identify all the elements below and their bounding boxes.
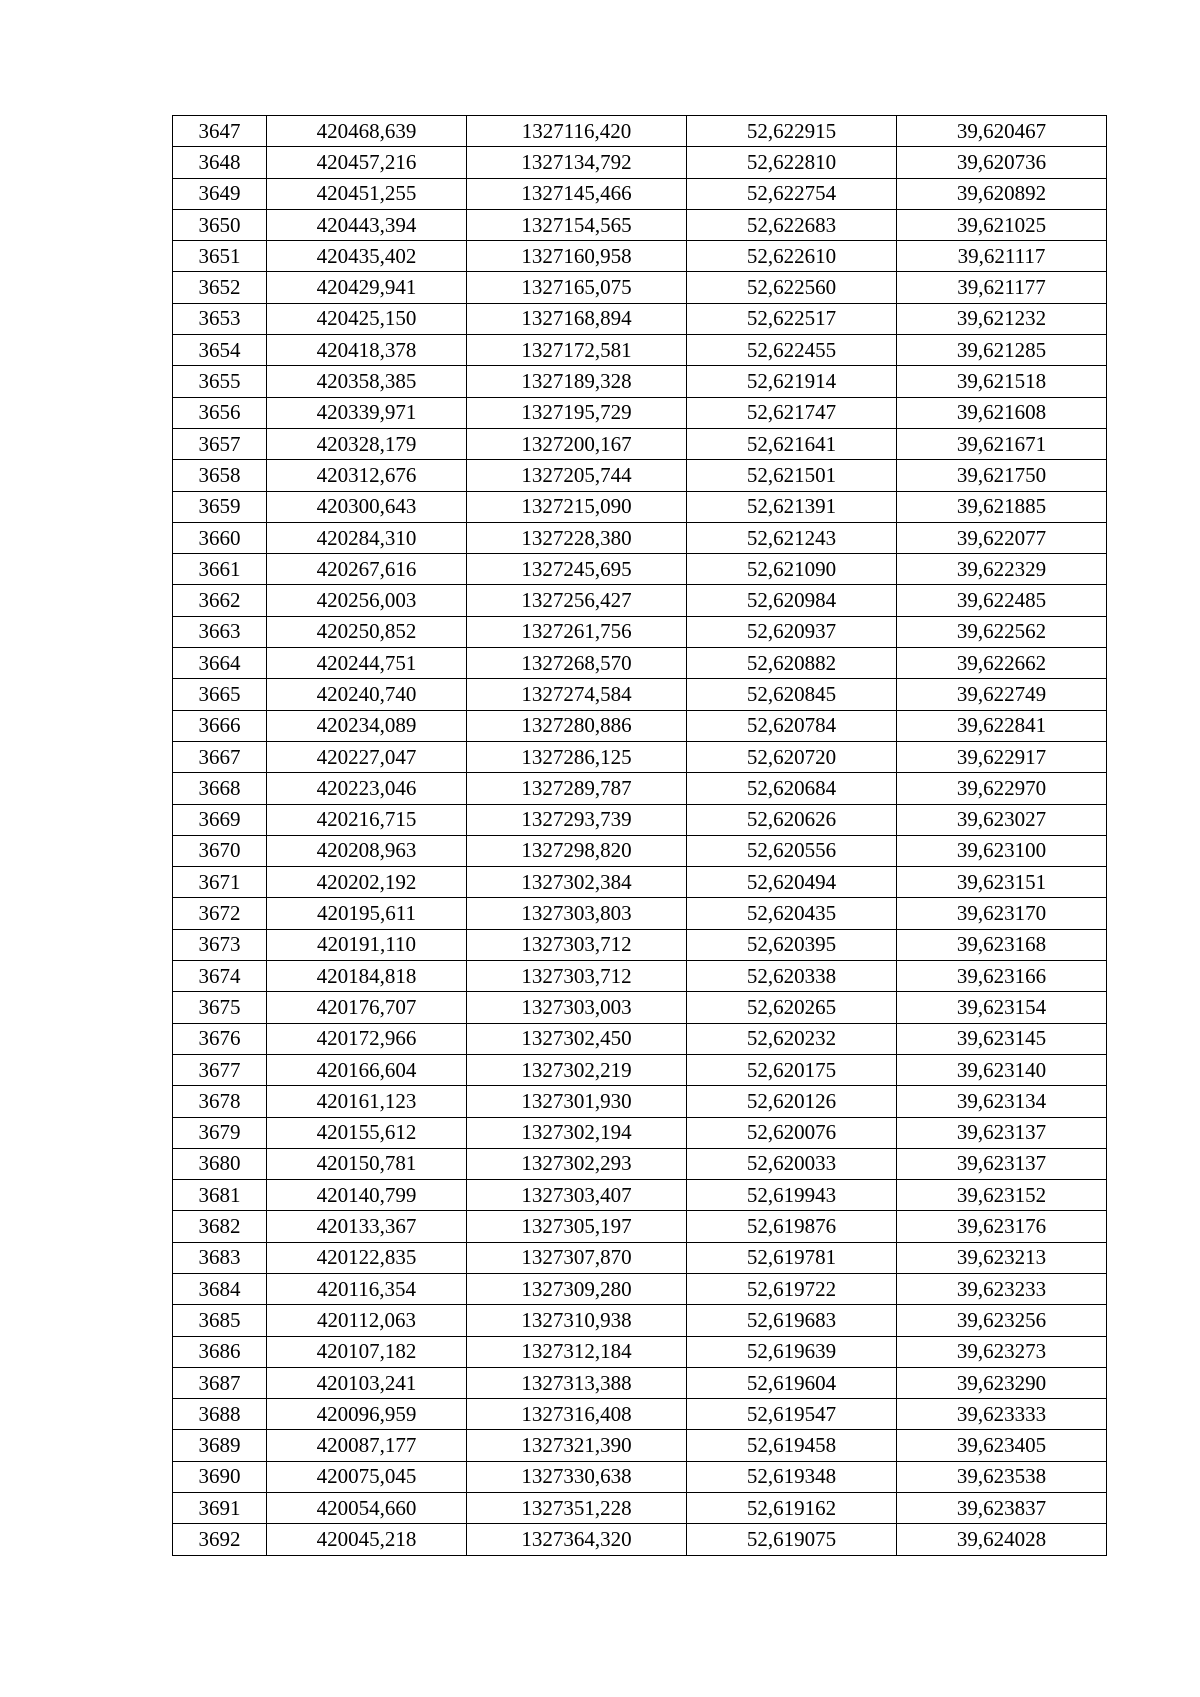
point-number-cell: 3662 <box>173 585 267 616</box>
y-coordinate-cell: 1327312,184 <box>467 1336 687 1367</box>
point-number-cell: 3664 <box>173 648 267 679</box>
table-row <box>173 773 1107 804</box>
y-coordinate-cell: 1327261,756 <box>467 616 687 647</box>
latitude-cell: 52,619876 <box>687 1211 897 1242</box>
latitude-cell: 52,622560 <box>687 272 897 303</box>
longitude-cell: 39,623140 <box>897 1054 1107 1085</box>
latitude-cell: 52,622810 <box>687 147 897 178</box>
latitude-cell: 52,620395 <box>687 929 897 960</box>
y-coordinate-cell: 1327303,407 <box>467 1180 687 1211</box>
table-row <box>173 335 1107 366</box>
longitude-cell: 39,620892 <box>897 178 1107 209</box>
x-coordinate-cell: 420457,216 <box>267 147 467 178</box>
longitude-cell: 39,623290 <box>897 1367 1107 1398</box>
point-number-cell: 3669 <box>173 804 267 835</box>
y-coordinate-cell: 1327286,125 <box>467 741 687 772</box>
latitude-cell: 52,620984 <box>687 585 897 616</box>
longitude-cell: 39,623213 <box>897 1242 1107 1273</box>
x-coordinate-cell: 420116,354 <box>267 1273 467 1304</box>
y-coordinate-cell: 1327168,894 <box>467 303 687 334</box>
table-row <box>173 992 1107 1023</box>
y-coordinate-cell: 1327172,581 <box>467 335 687 366</box>
x-coordinate-cell: 420208,963 <box>267 835 467 866</box>
y-coordinate-cell: 1327316,408 <box>467 1399 687 1430</box>
x-coordinate-cell: 420166,604 <box>267 1054 467 1085</box>
latitude-cell: 52,620232 <box>687 1023 897 1054</box>
latitude-cell: 52,620684 <box>687 773 897 804</box>
table-row <box>173 961 1107 992</box>
latitude-cell: 52,620937 <box>687 616 897 647</box>
y-coordinate-cell: 1327256,427 <box>467 585 687 616</box>
latitude-cell: 52,619604 <box>687 1367 897 1398</box>
longitude-cell: 39,621232 <box>897 303 1107 334</box>
longitude-cell: 39,620736 <box>897 147 1107 178</box>
x-coordinate-cell: 420234,089 <box>267 710 467 741</box>
longitude-cell: 39,622485 <box>897 585 1107 616</box>
table-row <box>173 116 1107 147</box>
table-row <box>173 929 1107 960</box>
point-number-cell: 3674 <box>173 961 267 992</box>
point-number-cell: 3658 <box>173 460 267 491</box>
point-number-cell: 3684 <box>173 1273 267 1304</box>
longitude-cell: 39,621518 <box>897 366 1107 397</box>
latitude-cell: 52,622455 <box>687 335 897 366</box>
latitude-cell: 52,619683 <box>687 1305 897 1336</box>
y-coordinate-cell: 1327301,930 <box>467 1086 687 1117</box>
x-coordinate-cell: 420150,781 <box>267 1148 467 1179</box>
point-number-cell: 3683 <box>173 1242 267 1273</box>
latitude-cell: 52,619458 <box>687 1430 897 1461</box>
longitude-cell: 39,621285 <box>897 335 1107 366</box>
longitude-cell: 39,623100 <box>897 835 1107 866</box>
latitude-cell: 52,620076 <box>687 1117 897 1148</box>
y-coordinate-cell: 1327195,729 <box>467 397 687 428</box>
x-coordinate-cell: 420429,941 <box>267 272 467 303</box>
y-coordinate-cell: 1327310,938 <box>467 1305 687 1336</box>
y-coordinate-cell: 1327302,450 <box>467 1023 687 1054</box>
table-row <box>173 554 1107 585</box>
x-coordinate-cell: 420096,959 <box>267 1399 467 1430</box>
table-row <box>173 1148 1107 1179</box>
longitude-cell: 39,623134 <box>897 1086 1107 1117</box>
x-coordinate-cell: 420112,063 <box>267 1305 467 1336</box>
x-coordinate-cell: 420103,241 <box>267 1367 467 1398</box>
latitude-cell: 52,621914 <box>687 366 897 397</box>
table-row <box>173 1524 1107 1555</box>
y-coordinate-cell: 1327303,712 <box>467 961 687 992</box>
latitude-cell: 52,619722 <box>687 1273 897 1304</box>
latitude-cell: 52,620882 <box>687 648 897 679</box>
table-row <box>173 460 1107 491</box>
latitude-cell: 52,622754 <box>687 178 897 209</box>
table-row <box>173 1023 1107 1054</box>
point-number-cell: 3667 <box>173 741 267 772</box>
x-coordinate-cell: 420256,003 <box>267 585 467 616</box>
latitude-cell: 52,621501 <box>687 460 897 491</box>
y-coordinate-cell: 1327165,075 <box>467 272 687 303</box>
longitude-cell: 39,622562 <box>897 616 1107 647</box>
table-row <box>173 648 1107 679</box>
x-coordinate-cell: 420202,192 <box>267 867 467 898</box>
y-coordinate-cell: 1327145,466 <box>467 178 687 209</box>
latitude-cell: 52,622517 <box>687 303 897 334</box>
latitude-cell: 52,620435 <box>687 898 897 929</box>
table-row <box>173 1399 1107 1430</box>
latitude-cell: 52,620494 <box>687 867 897 898</box>
x-coordinate-cell: 420425,150 <box>267 303 467 334</box>
latitude-cell: 52,621747 <box>687 397 897 428</box>
longitude-cell: 39,623027 <box>897 804 1107 835</box>
longitude-cell: 39,623837 <box>897 1493 1107 1524</box>
point-number-cell: 3649 <box>173 178 267 209</box>
longitude-cell: 39,623256 <box>897 1305 1107 1336</box>
point-number-cell: 3666 <box>173 710 267 741</box>
point-number-cell: 3690 <box>173 1461 267 1492</box>
latitude-cell: 52,622683 <box>687 209 897 240</box>
x-coordinate-cell: 420250,852 <box>267 616 467 647</box>
latitude-cell: 52,619348 <box>687 1461 897 1492</box>
table-row <box>173 1086 1107 1117</box>
x-coordinate-cell: 420312,676 <box>267 460 467 491</box>
longitude-cell: 39,623137 <box>897 1117 1107 1148</box>
table-row <box>173 147 1107 178</box>
point-number-cell: 3671 <box>173 867 267 898</box>
table-row <box>173 1367 1107 1398</box>
table-row <box>173 1242 1107 1273</box>
y-coordinate-cell: 1327321,390 <box>467 1430 687 1461</box>
table-row <box>173 679 1107 710</box>
point-number-cell: 3660 <box>173 522 267 553</box>
y-coordinate-cell: 1327313,388 <box>467 1367 687 1398</box>
latitude-cell: 52,620784 <box>687 710 897 741</box>
x-coordinate-cell: 420267,616 <box>267 554 467 585</box>
table-row <box>173 1211 1107 1242</box>
longitude-cell: 39,623145 <box>897 1023 1107 1054</box>
x-coordinate-cell: 420284,310 <box>267 522 467 553</box>
table-row <box>173 741 1107 772</box>
table-row <box>173 366 1107 397</box>
x-coordinate-cell: 420244,751 <box>267 648 467 679</box>
latitude-cell: 52,620033 <box>687 1148 897 1179</box>
point-number-cell: 3648 <box>173 147 267 178</box>
y-coordinate-cell: 1327228,380 <box>467 522 687 553</box>
x-coordinate-cell: 420155,612 <box>267 1117 467 1148</box>
longitude-cell: 39,622970 <box>897 773 1107 804</box>
x-coordinate-cell: 420045,218 <box>267 1524 467 1555</box>
point-number-cell: 3676 <box>173 1023 267 1054</box>
x-coordinate-cell: 420087,177 <box>267 1430 467 1461</box>
longitude-cell: 39,621025 <box>897 209 1107 240</box>
longitude-cell: 39,622329 <box>897 554 1107 585</box>
longitude-cell: 39,622077 <box>897 522 1107 553</box>
x-coordinate-cell: 420195,611 <box>267 898 467 929</box>
x-coordinate-cell: 420172,966 <box>267 1023 467 1054</box>
table-row <box>173 1054 1107 1085</box>
longitude-cell: 39,623405 <box>897 1430 1107 1461</box>
point-number-cell: 3692 <box>173 1524 267 1555</box>
point-number-cell: 3688 <box>173 1399 267 1430</box>
y-coordinate-cell: 1327215,090 <box>467 491 687 522</box>
longitude-cell: 39,623170 <box>897 898 1107 929</box>
table-row <box>173 835 1107 866</box>
x-coordinate-cell: 420122,835 <box>267 1242 467 1273</box>
point-number-cell: 3652 <box>173 272 267 303</box>
x-coordinate-cell: 420358,385 <box>267 366 467 397</box>
y-coordinate-cell: 1327289,787 <box>467 773 687 804</box>
latitude-cell: 52,620626 <box>687 804 897 835</box>
latitude-cell: 52,619075 <box>687 1524 897 1555</box>
table-row <box>173 303 1107 334</box>
y-coordinate-cell: 1327189,328 <box>467 366 687 397</box>
latitude-cell: 52,620338 <box>687 961 897 992</box>
point-number-cell: 3672 <box>173 898 267 929</box>
latitude-cell: 52,620175 <box>687 1054 897 1085</box>
x-coordinate-cell: 420468,639 <box>267 116 467 147</box>
point-number-cell: 3653 <box>173 303 267 334</box>
longitude-cell: 39,622749 <box>897 679 1107 710</box>
x-coordinate-cell: 420451,255 <box>267 178 467 209</box>
point-number-cell: 3682 <box>173 1211 267 1242</box>
point-number-cell: 3689 <box>173 1430 267 1461</box>
x-coordinate-cell: 420435,402 <box>267 241 467 272</box>
point-number-cell: 3679 <box>173 1117 267 1148</box>
y-coordinate-cell: 1327302,384 <box>467 867 687 898</box>
table-row <box>173 898 1107 929</box>
y-coordinate-cell: 1327302,293 <box>467 1148 687 1179</box>
point-number-cell: 3647 <box>173 116 267 147</box>
point-number-cell: 3685 <box>173 1305 267 1336</box>
longitude-cell: 39,623137 <box>897 1148 1107 1179</box>
longitude-cell: 39,624028 <box>897 1524 1107 1555</box>
y-coordinate-cell: 1327274,584 <box>467 679 687 710</box>
coordinates-table <box>172 115 1107 1556</box>
point-number-cell: 3681 <box>173 1180 267 1211</box>
table-row <box>173 1430 1107 1461</box>
longitude-cell: 39,623176 <box>897 1211 1107 1242</box>
y-coordinate-cell: 1327245,695 <box>467 554 687 585</box>
y-coordinate-cell: 1327302,219 <box>467 1054 687 1085</box>
longitude-cell: 39,621750 <box>897 460 1107 491</box>
latitude-cell: 52,622610 <box>687 241 897 272</box>
point-number-cell: 3665 <box>173 679 267 710</box>
latitude-cell: 52,619547 <box>687 1399 897 1430</box>
longitude-cell: 39,623538 <box>897 1461 1107 1492</box>
table-row <box>173 710 1107 741</box>
y-coordinate-cell: 1327160,958 <box>467 241 687 272</box>
y-coordinate-cell: 1327309,280 <box>467 1273 687 1304</box>
table-row <box>173 1493 1107 1524</box>
point-number-cell: 3659 <box>173 491 267 522</box>
point-number-cell: 3656 <box>173 397 267 428</box>
longitude-cell: 39,623168 <box>897 929 1107 960</box>
longitude-cell: 39,621671 <box>897 428 1107 459</box>
table-row <box>173 804 1107 835</box>
table-row <box>173 585 1107 616</box>
point-number-cell: 3657 <box>173 428 267 459</box>
longitude-cell: 39,623333 <box>897 1399 1107 1430</box>
x-coordinate-cell: 420176,707 <box>267 992 467 1023</box>
point-number-cell: 3678 <box>173 1086 267 1117</box>
y-coordinate-cell: 1327293,739 <box>467 804 687 835</box>
longitude-cell: 39,623151 <box>897 867 1107 898</box>
y-coordinate-cell: 1327268,570 <box>467 648 687 679</box>
x-coordinate-cell: 420339,971 <box>267 397 467 428</box>
y-coordinate-cell: 1327351,228 <box>467 1493 687 1524</box>
point-number-cell: 3651 <box>173 241 267 272</box>
x-coordinate-cell: 420300,643 <box>267 491 467 522</box>
longitude-cell: 39,622662 <box>897 648 1107 679</box>
latitude-cell: 52,621243 <box>687 522 897 553</box>
y-coordinate-cell: 1327116,420 <box>467 116 687 147</box>
latitude-cell: 52,621090 <box>687 554 897 585</box>
x-coordinate-cell: 420184,818 <box>267 961 467 992</box>
table-row <box>173 272 1107 303</box>
table-row <box>173 1117 1107 1148</box>
x-coordinate-cell: 420216,715 <box>267 804 467 835</box>
table-row <box>173 1461 1107 1492</box>
longitude-cell: 39,622841 <box>897 710 1107 741</box>
point-number-cell: 3680 <box>173 1148 267 1179</box>
latitude-cell: 52,619781 <box>687 1242 897 1273</box>
x-coordinate-cell: 420227,047 <box>267 741 467 772</box>
x-coordinate-cell: 420240,740 <box>267 679 467 710</box>
point-number-cell: 3663 <box>173 616 267 647</box>
table-row <box>173 1180 1107 1211</box>
y-coordinate-cell: 1327305,197 <box>467 1211 687 1242</box>
y-coordinate-cell: 1327200,167 <box>467 428 687 459</box>
latitude-cell: 52,620265 <box>687 992 897 1023</box>
y-coordinate-cell: 1327280,886 <box>467 710 687 741</box>
x-coordinate-cell: 420443,394 <box>267 209 467 240</box>
point-number-cell: 3650 <box>173 209 267 240</box>
table-row <box>173 1305 1107 1336</box>
x-coordinate-cell: 420191,110 <box>267 929 467 960</box>
latitude-cell: 52,620556 <box>687 835 897 866</box>
point-number-cell: 3670 <box>173 835 267 866</box>
table-row <box>173 491 1107 522</box>
coordinates-table-body <box>173 116 1107 1556</box>
longitude-cell: 39,621177 <box>897 272 1107 303</box>
table-row <box>173 428 1107 459</box>
table-row <box>173 209 1107 240</box>
latitude-cell: 52,622915 <box>687 116 897 147</box>
point-number-cell: 3691 <box>173 1493 267 1524</box>
point-number-cell: 3654 <box>173 335 267 366</box>
point-number-cell: 3673 <box>173 929 267 960</box>
point-number-cell: 3687 <box>173 1367 267 1398</box>
point-number-cell: 3677 <box>173 1054 267 1085</box>
x-coordinate-cell: 420075,045 <box>267 1461 467 1492</box>
longitude-cell: 39,621608 <box>897 397 1107 428</box>
table-row <box>173 397 1107 428</box>
table-row <box>173 1336 1107 1367</box>
x-coordinate-cell: 420107,182 <box>267 1336 467 1367</box>
table-row <box>173 178 1107 209</box>
y-coordinate-cell: 1327298,820 <box>467 835 687 866</box>
table-row <box>173 241 1107 272</box>
y-coordinate-cell: 1327364,320 <box>467 1524 687 1555</box>
point-number-cell: 3668 <box>173 773 267 804</box>
latitude-cell: 52,619162 <box>687 1493 897 1524</box>
point-number-cell: 3655 <box>173 366 267 397</box>
table-row <box>173 616 1107 647</box>
table-row <box>173 522 1107 553</box>
x-coordinate-cell: 420223,046 <box>267 773 467 804</box>
y-coordinate-cell: 1327303,712 <box>467 929 687 960</box>
latitude-cell: 52,619943 <box>687 1180 897 1211</box>
table-row <box>173 867 1107 898</box>
x-coordinate-cell: 420140,799 <box>267 1180 467 1211</box>
x-coordinate-cell: 420328,179 <box>267 428 467 459</box>
longitude-cell: 39,621117 <box>897 241 1107 272</box>
longitude-cell: 39,620467 <box>897 116 1107 147</box>
latitude-cell: 52,620845 <box>687 679 897 710</box>
latitude-cell: 52,621641 <box>687 428 897 459</box>
x-coordinate-cell: 420054,660 <box>267 1493 467 1524</box>
y-coordinate-cell: 1327330,638 <box>467 1461 687 1492</box>
y-coordinate-cell: 1327303,803 <box>467 898 687 929</box>
latitude-cell: 52,619639 <box>687 1336 897 1367</box>
x-coordinate-cell: 420133,367 <box>267 1211 467 1242</box>
longitude-cell: 39,623152 <box>897 1180 1107 1211</box>
longitude-cell: 39,622917 <box>897 741 1107 772</box>
x-coordinate-cell: 420418,378 <box>267 335 467 366</box>
longitude-cell: 39,623154 <box>897 992 1107 1023</box>
longitude-cell: 39,623273 <box>897 1336 1107 1367</box>
x-coordinate-cell: 420161,123 <box>267 1086 467 1117</box>
y-coordinate-cell: 1327303,003 <box>467 992 687 1023</box>
y-coordinate-cell: 1327134,792 <box>467 147 687 178</box>
point-number-cell: 3675 <box>173 992 267 1023</box>
point-number-cell: 3661 <box>173 554 267 585</box>
latitude-cell: 52,621391 <box>687 491 897 522</box>
longitude-cell: 39,621885 <box>897 491 1107 522</box>
y-coordinate-cell: 1327154,565 <box>467 209 687 240</box>
y-coordinate-cell: 1327307,870 <box>467 1242 687 1273</box>
latitude-cell: 52,620126 <box>687 1086 897 1117</box>
table-row <box>173 1273 1107 1304</box>
latitude-cell: 52,620720 <box>687 741 897 772</box>
longitude-cell: 39,623166 <box>897 961 1107 992</box>
y-coordinate-cell: 1327205,744 <box>467 460 687 491</box>
y-coordinate-cell: 1327302,194 <box>467 1117 687 1148</box>
longitude-cell: 39,623233 <box>897 1273 1107 1304</box>
point-number-cell: 3686 <box>173 1336 267 1367</box>
